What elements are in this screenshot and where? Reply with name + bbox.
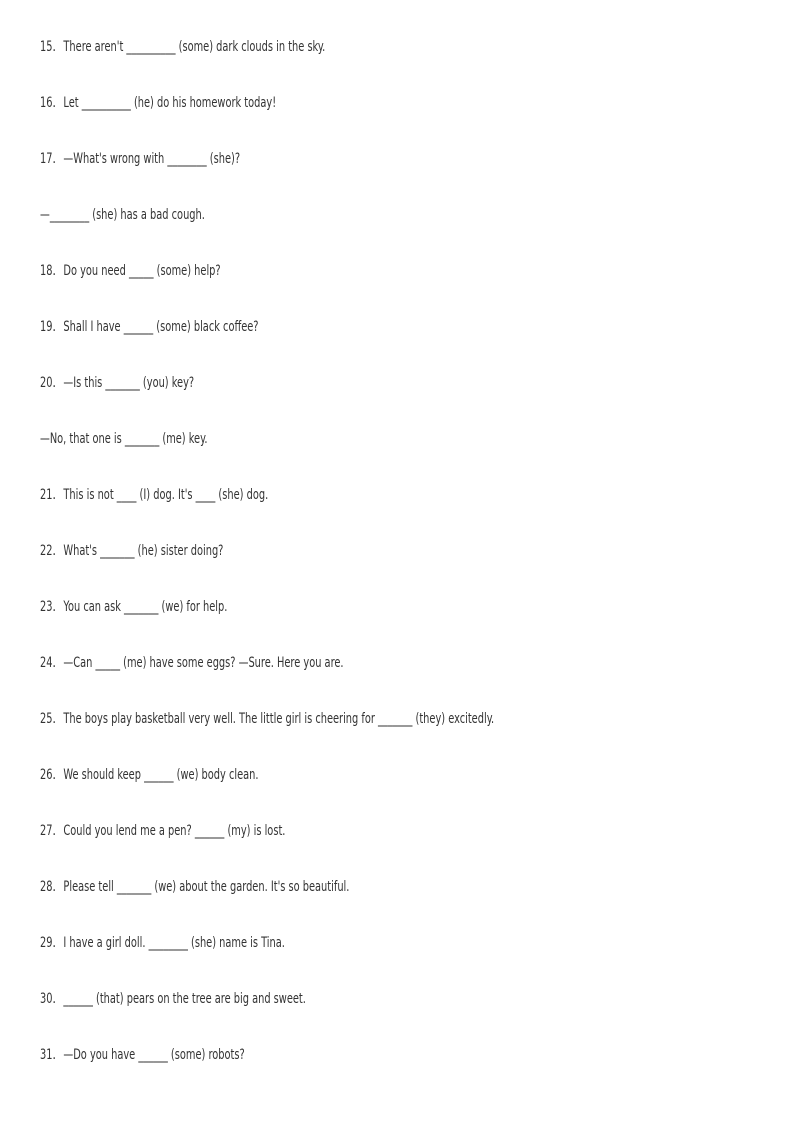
exercise-line-20-answer: —No, that one is _______ (me) key. (40, 431, 208, 447)
exercise-line-27: 27．Could you lend me a pen? ______ (my) is lost. (40, 823, 286, 839)
exercise-line-30: 30．______ (that) pears on the tree are big and sweet. (40, 991, 306, 1007)
exercise-line-26: 26．We should keep ______ (we) body clean. (40, 767, 259, 783)
exercise-line-25: 25．The boys play basketball very well. The little girl is cheering for _______ (they) excitedly. (40, 711, 495, 727)
exercise-line-15: 15．There aren't __________ (some) dark clouds in the sky. (40, 39, 326, 55)
exercise-line-18: 18．Do you need _____ (some) help? (40, 263, 221, 279)
exercise-line-21: 21．This is not ____ (I) dog. It's ____ (she) dog. (40, 487, 269, 503)
exercise-line-20-question: 20．—Is this _______ (you) key? (40, 375, 195, 391)
exercise-line-28: 28．Please tell _______ (we) about the garden. It's so beautiful. (40, 879, 350, 895)
exercise-line-24: 24．—Can _____ (me) have some eggs? —Sure. Here you are. (40, 655, 344, 671)
exercise-line-17-question: 17．—What's wrong with ________ (she)? (40, 151, 241, 167)
exercise-line-19: 19．Shall I have ______ (some) black coffee? (40, 319, 259, 335)
exercise-line-16: 16．Let __________ (he) do his homework today! (40, 95, 277, 111)
exercise-line-17-answer: —________ (she) has a bad cough. (40, 207, 205, 223)
exercise-line-23: 23．You can ask _______ (we) for help. (40, 599, 228, 615)
exercise-line-22: 22．What's _______ (he) sister doing? (40, 543, 224, 559)
exercise-list (40, 36, 780, 1100)
exercise-line-31: 31．—Do you have ______ (some) robots? (40, 1047, 245, 1063)
exercise-line-29: 29．I have a girl doll. ________ (she) name is Tina. (40, 935, 285, 951)
